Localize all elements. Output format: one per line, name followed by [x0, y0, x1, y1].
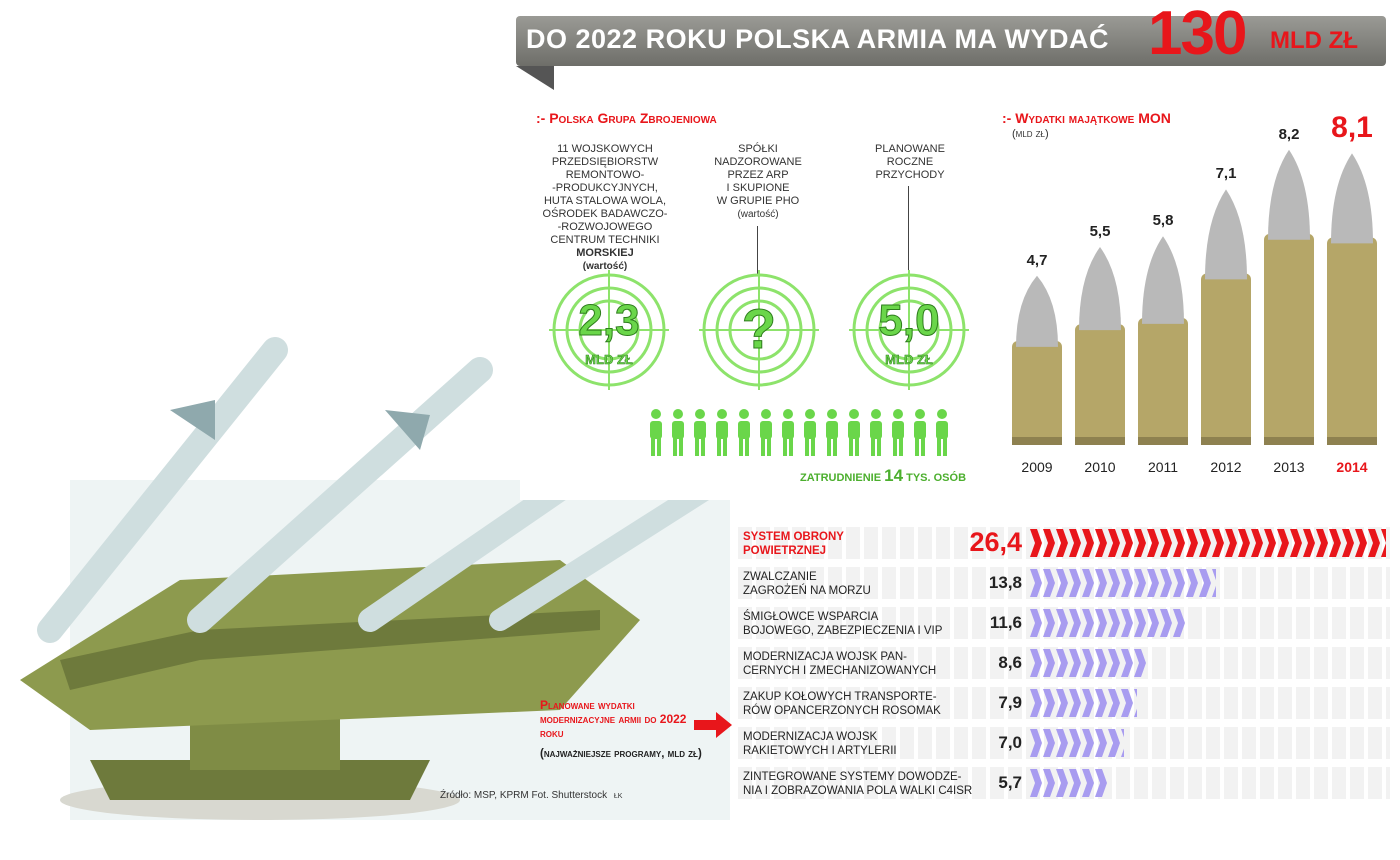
target-value: 2,3	[578, 296, 640, 345]
target-unit: MLD ZŁ	[885, 352, 933, 367]
program-label-line: ZAKUP KOŁOWYCH TRANSPORTE-	[743, 691, 937, 703]
employment-value: 14	[884, 466, 904, 485]
desc-line: W GRUPIE PHO	[716, 195, 800, 207]
pgz-desc-2	[688, 143, 828, 221]
program-label-line: ŚMIGŁOWCE WSPARCIA	[743, 611, 879, 623]
source-note	[440, 790, 622, 801]
program-value: 13,8	[988, 573, 1022, 592]
bullet-bar	[1201, 189, 1251, 445]
employment-unit: TYS. OSÓB	[906, 472, 967, 484]
header-text: DO 2022 ROKU POLSKA ARMIA MA WYDAĆ	[526, 24, 1110, 54]
desc-line: HUTA STALOWA WOLA,	[543, 195, 667, 207]
employee-icons	[640, 408, 970, 460]
program-label-line: MODERNIZACJA WOJSK PAN-	[743, 651, 907, 663]
bullet-value-label: 7,1	[1215, 165, 1237, 183]
target-value: 5,0	[878, 296, 940, 345]
program-value: 11,6	[989, 613, 1022, 632]
program-label-line: RAKIETOWYCH I ARTYLERII	[743, 745, 897, 757]
bullet-bar	[1012, 276, 1062, 445]
employment-label: ZATRUDNIENIE	[800, 472, 882, 484]
program-label	[743, 610, 942, 638]
program-value: 7,0	[998, 733, 1022, 752]
bullet-year-label: 2009	[1021, 459, 1053, 475]
bullet-value-label: 8,1	[1331, 111, 1373, 145]
mon-chart-title: :- Wydatki majątkowe MON	[1002, 110, 1171, 126]
desc-line: -ROZWOJOWEGO	[557, 221, 653, 233]
program-label-line: ZAGROŻEŃ NA MORZU	[743, 585, 871, 597]
bullet-year-label: 2011	[1147, 459, 1179, 475]
pgz-desc-1	[530, 143, 680, 273]
target-value: ?	[741, 297, 777, 360]
header-amount: 130	[1148, 0, 1246, 68]
desc-line: NADZOROWANE	[714, 156, 802, 168]
bullet-value-label: 5,8	[1152, 212, 1174, 230]
bullet-bar	[1264, 150, 1314, 445]
bullet-year-label: 2012	[1210, 459, 1242, 475]
header-unit: MLD ZŁ	[1270, 27, 1358, 54]
program-label-line: CERNYCH I ZMECHANIZOWANYCH	[743, 665, 937, 677]
bullet-value-label: 8,2	[1278, 125, 1300, 143]
program-label	[743, 530, 844, 558]
program-label-line: SYSTEM OBRONY	[743, 531, 844, 543]
desc-line: PLANOWANE	[875, 143, 945, 155]
pgz-title: :- Polska Grupa Zbrojeniowa	[536, 110, 717, 126]
program-label-line: ZWALCZANIE	[743, 571, 817, 583]
target-unit: MLD ZŁ	[585, 352, 633, 367]
desc-line: PRZEZ ARP	[727, 169, 789, 181]
bullet-bar	[1327, 153, 1377, 445]
programs-subtitle: (najważniejsze programy, mld zł)	[540, 748, 702, 760]
bullet-year-label: 2013	[1273, 459, 1305, 475]
program-label-line: ZINTEGROWANE SYSTEMY DOWODZE-	[743, 771, 962, 783]
bullet-value-label: 4,7	[1026, 251, 1048, 269]
desc-line: 11 WOJSKOWYCH	[557, 143, 653, 155]
desc-line: -PRODUKCYJNYCH,	[552, 182, 658, 194]
program-label-line: POWIETRZNEJ	[743, 545, 827, 557]
bullet-year-label: 2010	[1084, 459, 1116, 475]
program-label-line: MODERNIZACJA WOJSK	[743, 731, 878, 743]
program-bar	[1030, 727, 1124, 759]
program-value: 26,4	[969, 527, 1022, 557]
program-label	[743, 770, 972, 798]
desc-line: CENTRUM TECHNIKI	[550, 234, 660, 246]
program-label-line: NIA I ZOBRAZOWANIA POLA WALKI C4ISR	[743, 785, 973, 797]
program-bar	[1030, 647, 1146, 679]
program-value: 7,9	[998, 693, 1022, 712]
program-value: 5,7	[998, 773, 1022, 792]
program-label	[743, 650, 936, 678]
program-label-line: BOJOWEGO, ZABEZPIECZENIA I VIP	[743, 625, 943, 637]
banner-flap	[516, 66, 554, 90]
program-bar	[1030, 687, 1137, 719]
arrow-right-icon	[694, 710, 734, 740]
programs-title: Planowane wydatki modernizacyjne armii do 2022 roku	[540, 698, 687, 740]
bullet-bar	[1138, 236, 1188, 445]
pointer-line	[908, 186, 909, 276]
desc-line: ROCZNE	[886, 156, 934, 168]
program-value: 8,6	[998, 653, 1022, 672]
bullet-value-label: 5,5	[1089, 223, 1111, 240]
desc-line: I SKUPIONE	[726, 182, 790, 194]
desc-line: PRZEDSIĘBIORSTW	[551, 156, 659, 168]
pointer-line	[757, 226, 758, 276]
source-text: Źródło: MSP, KPRM Fot. Shutterstock	[440, 790, 608, 801]
employment-text	[800, 466, 966, 486]
desc-line: SPÓŁKI	[738, 143, 778, 155]
program-label	[743, 690, 941, 718]
program-label-line: RÓW OPANCERZONYCH ROSOMAK	[743, 705, 941, 717]
program-bar	[1030, 607, 1186, 639]
program-label	[743, 570, 871, 598]
desc-sub: (wartość)	[582, 261, 628, 272]
desc-line: OŚRODEK BADAWCZO-	[542, 208, 668, 220]
bullet-bar	[1075, 247, 1125, 445]
bullet-year-label: 2014	[1336, 459, 1368, 475]
desc-line: PRZYCHODY	[875, 169, 945, 181]
mon-chart-subtitle: (mld zł)	[1012, 128, 1049, 140]
desc-sub: (wartość)	[737, 209, 779, 220]
desc-line: MORSKIEJ	[576, 247, 634, 259]
program-bar	[1030, 567, 1216, 599]
program-bar	[1030, 527, 1386, 559]
pgz-desc-3	[840, 143, 980, 182]
desc-line: REMONTOWO-	[565, 169, 645, 181]
program-bar	[1030, 767, 1107, 799]
program-label	[743, 730, 897, 758]
credit-text: ŁK	[613, 793, 623, 800]
